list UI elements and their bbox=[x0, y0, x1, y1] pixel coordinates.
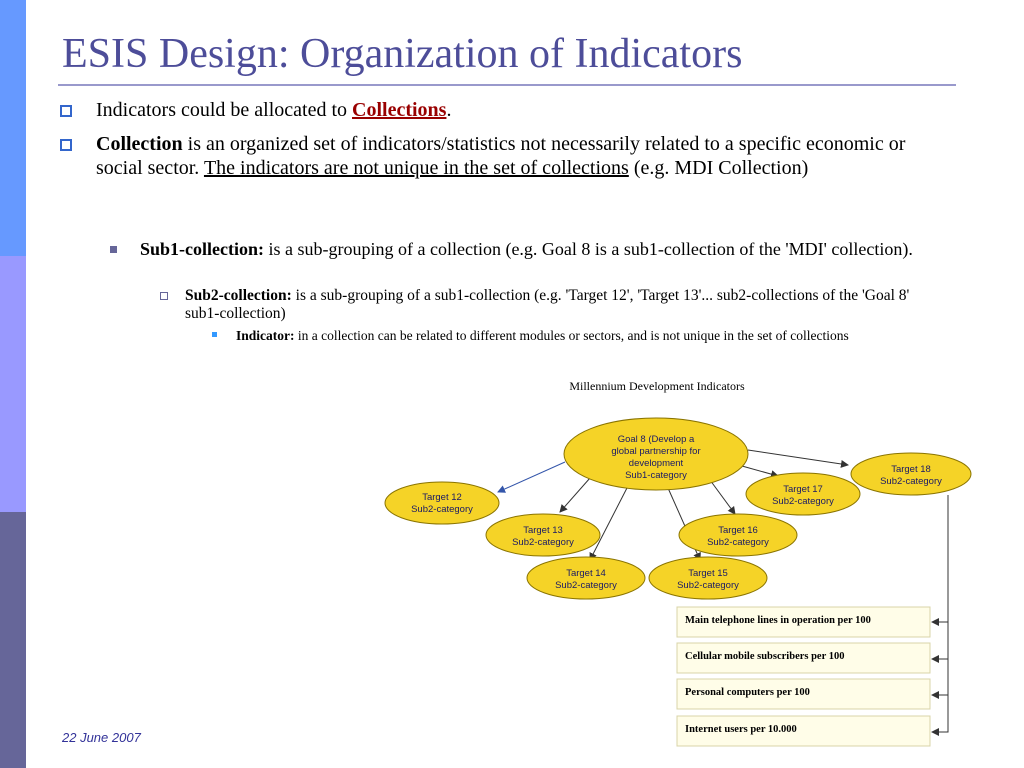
target-15-category: Sub2-category bbox=[677, 580, 739, 591]
indicator-box-4 bbox=[677, 716, 930, 746]
target-18-label: Target 18 bbox=[891, 464, 931, 475]
target-18-category: Sub2-category bbox=[880, 476, 942, 487]
bullet-punct: . bbox=[446, 99, 452, 121]
target-18-node bbox=[851, 453, 971, 495]
connector-t18-indicator4 bbox=[932, 495, 948, 732]
term-sub2-collection: Sub2-collection: bbox=[185, 287, 292, 304]
definition-text: is a sub-grouping of a collection (e.g. Goal 8 is a sub1-collection of the 'MDI' collection). bbox=[264, 239, 913, 259]
goal-8-node bbox=[564, 418, 748, 490]
indicator-label: Internet users per 10.000 bbox=[685, 724, 797, 735]
target-13-label: Target 13 bbox=[523, 525, 563, 536]
definition-text: is a sub-grouping of a sub1-collection (e.g. 'Target 12', 'Target 13'... sub2-collections of the 'Goal 8' sub1-collection) bbox=[185, 287, 910, 322]
footer-date: 22 June 2007 bbox=[62, 730, 141, 745]
underlined-note: The indicators are not unique in the set of collections bbox=[203, 157, 629, 179]
indicator-box-3 bbox=[677, 679, 930, 709]
target-14-category: Sub2-category bbox=[555, 580, 617, 591]
indicator-box-2 bbox=[677, 643, 930, 673]
connector-goal-target18 bbox=[748, 450, 848, 465]
connector-goal-target14 bbox=[590, 486, 628, 560]
indicator-label: Cellular mobile subscribers per 100 bbox=[685, 651, 845, 662]
term-indicator: Indicator: bbox=[236, 328, 295, 343]
goal-8-category: Sub1-category bbox=[625, 470, 687, 481]
target-16-node bbox=[679, 514, 797, 556]
target-13-node bbox=[486, 514, 600, 556]
definition-text: is an organized set of indicators/statistics not necessarily related to a specific economic or social sector. bbox=[96, 133, 906, 179]
target-12-category: Sub2-category bbox=[411, 504, 473, 515]
slide-title: ESIS Design: Organization of Indicators bbox=[62, 31, 743, 77]
target-16-category: Sub2-category bbox=[707, 537, 769, 548]
term-sub1-collection: Sub1-collection: bbox=[140, 239, 264, 259]
target-14-node bbox=[527, 557, 645, 599]
indicator-label: Personal computers per 100 bbox=[685, 687, 810, 698]
connector-goal-target13 bbox=[560, 478, 590, 512]
connector-goal-target16 bbox=[710, 480, 735, 514]
term-collection: Collection bbox=[96, 133, 183, 155]
indicator-label: Main telephone lines in operation per 100 bbox=[685, 615, 871, 626]
goal-8-label-line1: Goal 8 (Develop a bbox=[617, 434, 695, 445]
bullet-text: Indicators could be allocated to bbox=[96, 99, 353, 121]
target-14-label: Target 14 bbox=[566, 568, 606, 579]
target-17-category: Sub2-category bbox=[772, 496, 834, 507]
example-text: (e.g. MDI Collection) bbox=[628, 157, 809, 179]
target-17-label: Target 17 bbox=[783, 484, 823, 495]
collections-link[interactable]: Collections bbox=[352, 99, 447, 121]
target-15-label: Target 15 bbox=[688, 568, 728, 579]
diagram-title: Millennium Development Indicators bbox=[569, 379, 745, 393]
goal-8-label-line3: development bbox=[628, 458, 684, 469]
target-13-category: Sub2-category bbox=[512, 537, 574, 548]
connector-goal-target17 bbox=[742, 466, 778, 476]
target-16-label: Target 16 bbox=[718, 525, 758, 536]
connector-goal-target12 bbox=[498, 462, 565, 492]
definition-text: in a collection can be related to different modules or sectors, and is not unique in the set of collections bbox=[294, 328, 849, 343]
target-17-node bbox=[746, 473, 860, 515]
target-15-node bbox=[649, 557, 767, 599]
target-12-label: Target 12 bbox=[422, 492, 462, 503]
target-12-node bbox=[385, 482, 499, 524]
indicator-box-1 bbox=[677, 607, 930, 637]
goal-8-label-line2: global partnership for bbox=[611, 446, 701, 457]
